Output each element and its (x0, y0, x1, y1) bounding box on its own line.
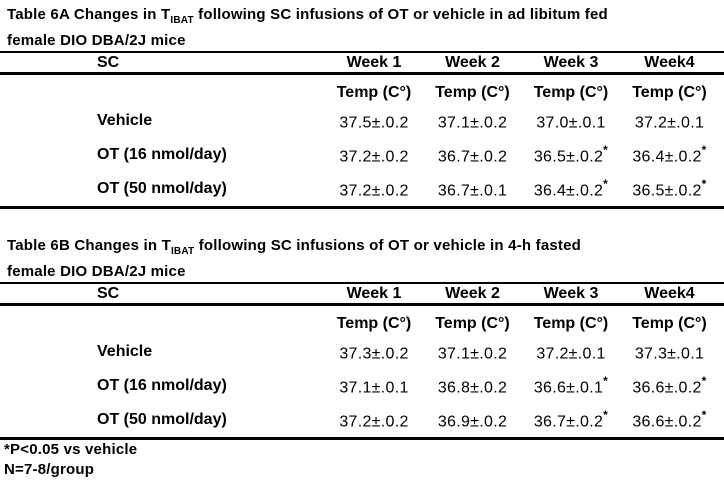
table-6a-title (0, 5, 724, 51)
week-2-header: Week 2 (445, 53, 500, 71)
temp-value: 37.1±.0.1 (339, 379, 409, 397)
temp-value-cell (423, 144, 522, 166)
table-row-ot16 (0, 138, 724, 172)
temp-unit-header: Temp (C°) (435, 315, 510, 332)
temp-value: 36.8±.0.2 (437, 379, 508, 397)
temp-value-cell (620, 409, 719, 431)
table-6b-title-line1 (7, 236, 724, 262)
table-6b (0, 282, 724, 440)
temp-value: 37.2±.0.1 (634, 114, 705, 132)
table-6a-title-line2: female DIO DBA/2J mice (7, 32, 186, 49)
significance-asterisk: * (701, 142, 707, 157)
footnotes (0, 440, 724, 480)
temp-value: 37.5±.0.2 (339, 114, 409, 132)
table-6a-title-line1 (7, 5, 724, 31)
temp-value: 36.9±.0.2 (437, 413, 508, 431)
temp-unit-header: Temp (C°) (533, 315, 609, 332)
footnote-pvalue: *P<0.05 vs vehicle (4, 441, 138, 458)
row-label: OT (16 nmol/day) (97, 377, 227, 394)
table-6b-section (0, 236, 724, 440)
sc-column-header: SC (97, 53, 120, 71)
temp-value-cell (620, 144, 719, 166)
temp-value-cell (620, 375, 719, 397)
significance-asterisk: * (603, 142, 609, 157)
table-row-vehicle (0, 335, 724, 369)
temp-value-cell (620, 110, 719, 132)
week-3-header: Week 3 (543, 284, 599, 302)
tbat-subscript: IBAT (170, 15, 194, 26)
temp-value-cell (522, 409, 620, 431)
row-label: Vehicle (97, 343, 153, 360)
significance-asterisk: * (701, 176, 707, 191)
sc-column-header: SC (97, 284, 120, 302)
week-1-header: Week 1 (346, 53, 402, 71)
temp-value: 36.7±.0.2 (437, 148, 508, 166)
temp-value: 36.7±.0.2 (533, 413, 604, 431)
temp-value-cell (325, 341, 423, 363)
significance-asterisk: * (603, 373, 609, 388)
significance-asterisk: * (701, 373, 707, 388)
temp-value: 37.1±.0.2 (437, 114, 508, 132)
row-label: OT (16 nmol/day) (97, 146, 227, 163)
temp-value-cell (423, 409, 522, 431)
table-6a-unit-row (0, 72, 724, 104)
temp-value: 36.7±.0.1 (437, 182, 508, 200)
temp-value-cell (325, 409, 423, 431)
title-text: following SC infusions of OT or vehicle in 4-h fasted (194, 237, 582, 254)
row-label: Vehicle (97, 112, 153, 129)
temp-value: 36.6±.0.2 (632, 379, 702, 397)
temp-value-cell (620, 178, 719, 200)
temp-unit-header: Temp (C°) (336, 315, 412, 332)
row-label: OT (50 nmol/day) (97, 180, 227, 197)
table-6b-unit-row (0, 303, 724, 335)
week-2-header: Week 2 (445, 284, 500, 302)
temp-value: 37.0±.0.1 (536, 114, 606, 132)
table-row-vehicle (0, 104, 724, 138)
temp-value: 36.4±.0.2 (632, 148, 702, 166)
week-4-header: Week4 (644, 53, 695, 71)
significance-asterisk: * (701, 407, 707, 422)
temp-value-cell (325, 178, 423, 200)
significance-asterisk: * (603, 407, 609, 422)
table-6b-header-row (0, 282, 724, 303)
temp-value-cell (522, 178, 620, 200)
temp-unit-header: Temp (C°) (336, 84, 412, 101)
temp-value-cell (522, 375, 620, 397)
temp-value: 37.2±.0.2 (339, 148, 409, 166)
temp-value-cell (423, 110, 522, 132)
temp-value: 37.2±.0.2 (339, 182, 409, 200)
temp-value-cell (423, 375, 522, 397)
title-text: Table 6A Changes in T (7, 6, 171, 23)
title-text: following SC infusions of OT or vehicle in ad libitum fed (193, 6, 608, 23)
temp-value: 36.5±.0.2 (632, 182, 702, 200)
tbat-subscript: IBAT (170, 246, 195, 257)
temp-value: 36.4±.0.2 (533, 182, 604, 200)
week-4-header: Week4 (644, 284, 695, 302)
temp-value-cell (522, 341, 620, 363)
temp-value: 37.2±.0.2 (339, 413, 409, 431)
table-6b-title (0, 236, 724, 282)
week-3-header: Week 3 (543, 53, 599, 71)
temp-value: 36.5±.0.2 (533, 148, 604, 166)
temp-value-cell (325, 375, 423, 397)
temp-value: 37.3±.0.1 (634, 345, 705, 363)
footnote-n-per-group: N=7-8/group (4, 461, 95, 478)
temp-value-cell (325, 110, 423, 132)
table-6a-section (0, 5, 724, 209)
temp-value: 36.6±.0.2 (632, 413, 702, 431)
temp-value-cell (522, 110, 620, 132)
temp-value-cell (620, 341, 719, 363)
week-1-header: Week 1 (346, 284, 402, 302)
temp-unit-header: Temp (C°) (632, 315, 707, 332)
table-row-ot50 (0, 403, 724, 437)
significance-asterisk: * (603, 176, 609, 191)
temp-value: 37.1±.0.2 (437, 345, 508, 363)
temp-value: 37.2±.0.1 (536, 345, 606, 363)
title-text: Table 6B Changes in T (7, 237, 171, 254)
table-row-ot50 (0, 172, 724, 206)
table-6a (0, 51, 724, 209)
table-6a-header-row (0, 51, 724, 72)
temp-value: 36.6±.0.1 (533, 379, 604, 397)
temp-value: 37.3±.0.2 (339, 345, 409, 363)
temp-value-cell (423, 341, 522, 363)
temp-value-cell (522, 144, 620, 166)
temp-value-cell (423, 178, 522, 200)
temp-unit-header: Temp (C°) (533, 84, 609, 101)
table-row-ot16 (0, 369, 724, 403)
temp-unit-header: Temp (C°) (435, 84, 510, 101)
temp-unit-header: Temp (C°) (632, 84, 707, 101)
row-label: OT (50 nmol/day) (97, 411, 227, 428)
temp-value-cell (325, 144, 423, 166)
table-6b-title-line2: female DIO DBA/2J mice (7, 263, 186, 280)
